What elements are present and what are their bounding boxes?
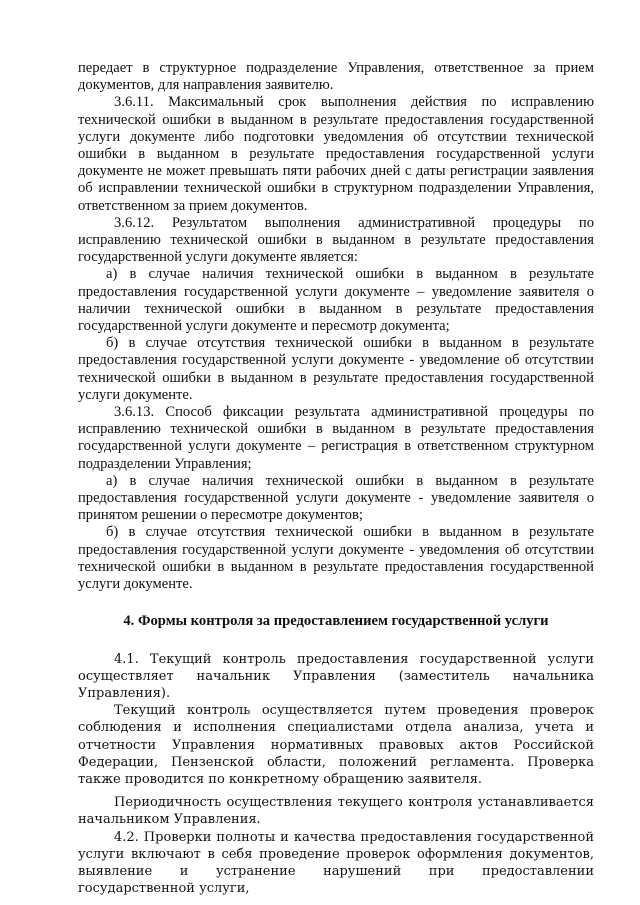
- section-4-body: [78, 651, 594, 898]
- paragraph-continuation: передает в структурное подразделение Управления, ответственное за прием документов, для направления заявителю.: [78, 60, 594, 94]
- document-page: [78, 60, 594, 897]
- paragraph-periodicity: Периодичность осуществления текущего контроля устанавливается начальником Управления.: [78, 795, 594, 828]
- paragraph-4-1: 4.1. Текущий контроль предоставления государственной услуги осуществляет начальник Управления (заместитель начальника Управления).: [78, 651, 594, 701]
- paragraph-3-6-13: 3.6.13. Способ фиксации результата административной процедуры по исправлению технической ошибки в выданном в результате предоставления государственной услуги документе – регистрация в ответственном структурном подразделении Управления;: [78, 404, 594, 472]
- paragraph-3-6-12-a: а) в случае наличия технической ошибки в выданном в результате предоставления государственной услуги документе – уведомление заявителя о наличии технической ошибки в выданном в результате предоставления государственной услуги документе и пересмотр документа;: [78, 266, 594, 335]
- paragraph-4-2: 4.2. Проверки полноты и качества предоставления государственной услуги включают в себя проведение проверок оформления документов, выявление и устранение нарушений при предоставлении государственной услуги,: [78, 829, 594, 897]
- paragraph-3-6-13-a: а) в случае наличия технической ошибки в выданном в результате предоставления государственной услуги документе - уведомление заявителя о принятом решении о пересмотре документов;: [78, 472, 594, 524]
- paragraph-3-6-11: 3.6.11. Максимальный срок выполнения действия по исправлению технической ошибки в выданном в результате предоставления государственной услуги документе либо подготовки уведомления об отсутствии технической ошибки в выданном в результате предоставления государственной услуги документе не может превышать пяти рабочих дней с даты регистрации заявления об исправлении технической ошибки в структурном подразделении Управления, ответственном за прием документов.: [78, 94, 594, 214]
- paragraph-3-6-12: 3.6.12. Результатом выполнения административной процедуры по исправлению технической ошибки в выданном в результате предоставления государственной услуги документе является:: [78, 214, 594, 266]
- section-4-heading: 4. Формы контроля за предоставлением государственной услуги: [123, 613, 549, 630]
- paragraph-current-control: Текущий контроль осуществляется путем проведения проверок соблюдения и исполнения специалистами отдела анализа, учета и отчетности Управления нормативных правовых актов Российской Федерации, Пензенской области, положений регламента. Проверка также проводится по конкретному обращению заявителя.: [78, 703, 594, 787]
- paragraph-3-6-12-b: б) в случае отсутствия технической ошибки в выданном в результате предоставления государственной услуги документе - уведомление об отсутствии технической ошибки в выданном в результате предоставления государственной услуги документе.: [78, 335, 594, 403]
- paragraph-3-6-13-b: б) в случае отсутствия технической ошибки в выданном в результате предоставления государственной услуги документе - уведомления об отсутствии технической ошибки в выданном в результате предоставления государственной услуги документе.: [78, 524, 594, 593]
